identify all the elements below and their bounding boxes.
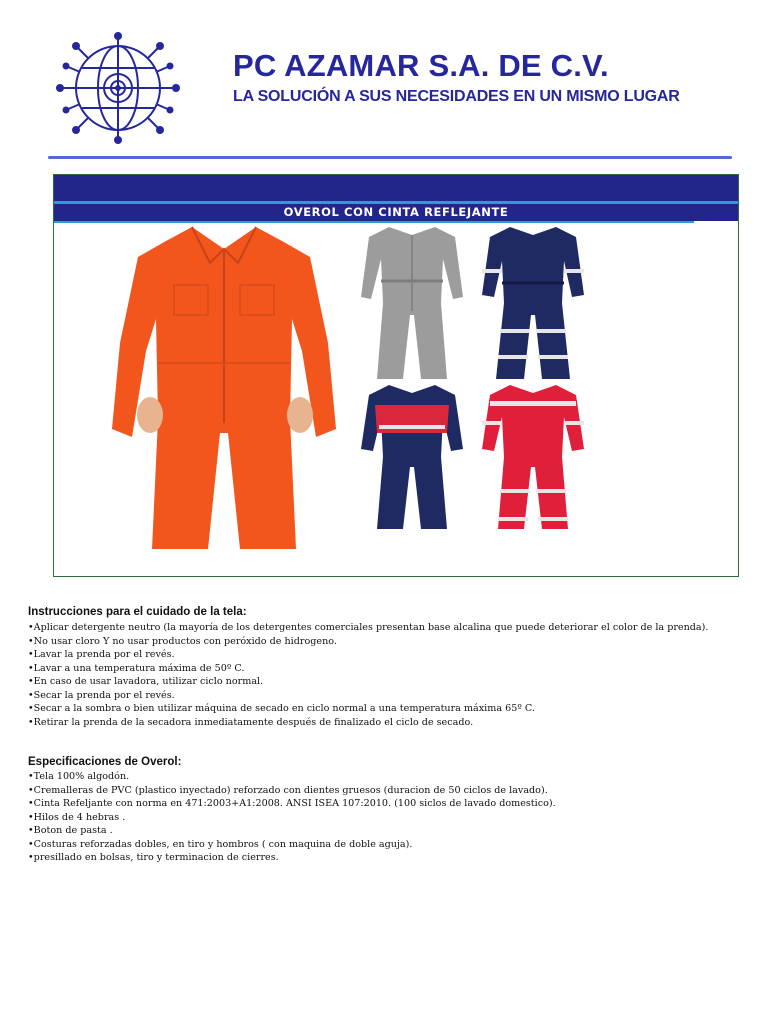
list-item: • Aplicar detergente neutro (la mayoría de los detergentes comerciales presentan base alcalina que puede deteriorar el color de la prenda). [28,621,708,635]
list-item: • Hilos de 4 hebras . [28,811,556,825]
list-item: • Costuras reforzadas dobles, en tiro y hombros ( con maquina de doble aguja). [28,838,556,852]
product-panel [53,174,739,577]
list-item: • Boton de pasta . [28,824,556,838]
list-item: • Lavar a una temperatura máxima de 50º C. [28,662,708,676]
red-reflective-coverall-photo [480,381,586,531]
list-item: • Tela 100% algodón. [28,770,556,784]
list-item: • Secar a la sombra o bien utilizar máquina de secado en ciclo normal a una temperatura máxima 65º C. [28,702,708,716]
navy-red-coverall-photo [359,381,465,531]
product-header-bar [54,175,738,201]
list-item: • No usar cloro Y no usar productos con peróxido de hidrogeno. [28,635,708,649]
orange-coverall-photo [106,223,342,551]
list-item: • Cinta Refeljante con norma en 471:2003+A1:2008. ANSI ISEA 107:2010. (100 siclos de lavado domestico). [28,797,556,811]
care-instructions-list [28,621,708,729]
list-item: • Lavar la prenda por el revés. [28,648,708,662]
list-item: • En caso de usar lavadora, utilizar ciclo normal. [28,675,708,689]
product-title: OVEROL CON CINTA REFLEJANTE [54,204,738,221]
header-divider [48,156,732,159]
company-name: PC AZAMAR S.A. DE C.V. [233,48,609,83]
globe-network-logo [52,30,184,146]
specifications-list [28,770,556,865]
list-item: • Retirar la prenda de la secadora inmediatamente después de finalizado el ciclo de secado. [28,716,708,730]
gray-coverall-photo [359,223,465,381]
company-tagline: LA SOLUCIÓN A SUS NECESIDADES EN UN MISMO LUGAR [233,88,680,105]
list-item: • presillado en bolsas, tiro y terminacion de cierres. [28,851,556,865]
list-item: • Cremalleras de PVC (plastico inyectado) reforzado con dientes gruesos (duracion de 50 ciclos de lavado). [28,784,556,798]
specifications-heading: Especificaciones de Overol: [28,756,182,768]
navy-reflective-coverall-photo [480,223,586,381]
list-item: • Secar la prenda por el revés. [28,689,708,703]
care-instructions-heading: Instrucciones para el cuidado de la tela: [28,606,247,618]
